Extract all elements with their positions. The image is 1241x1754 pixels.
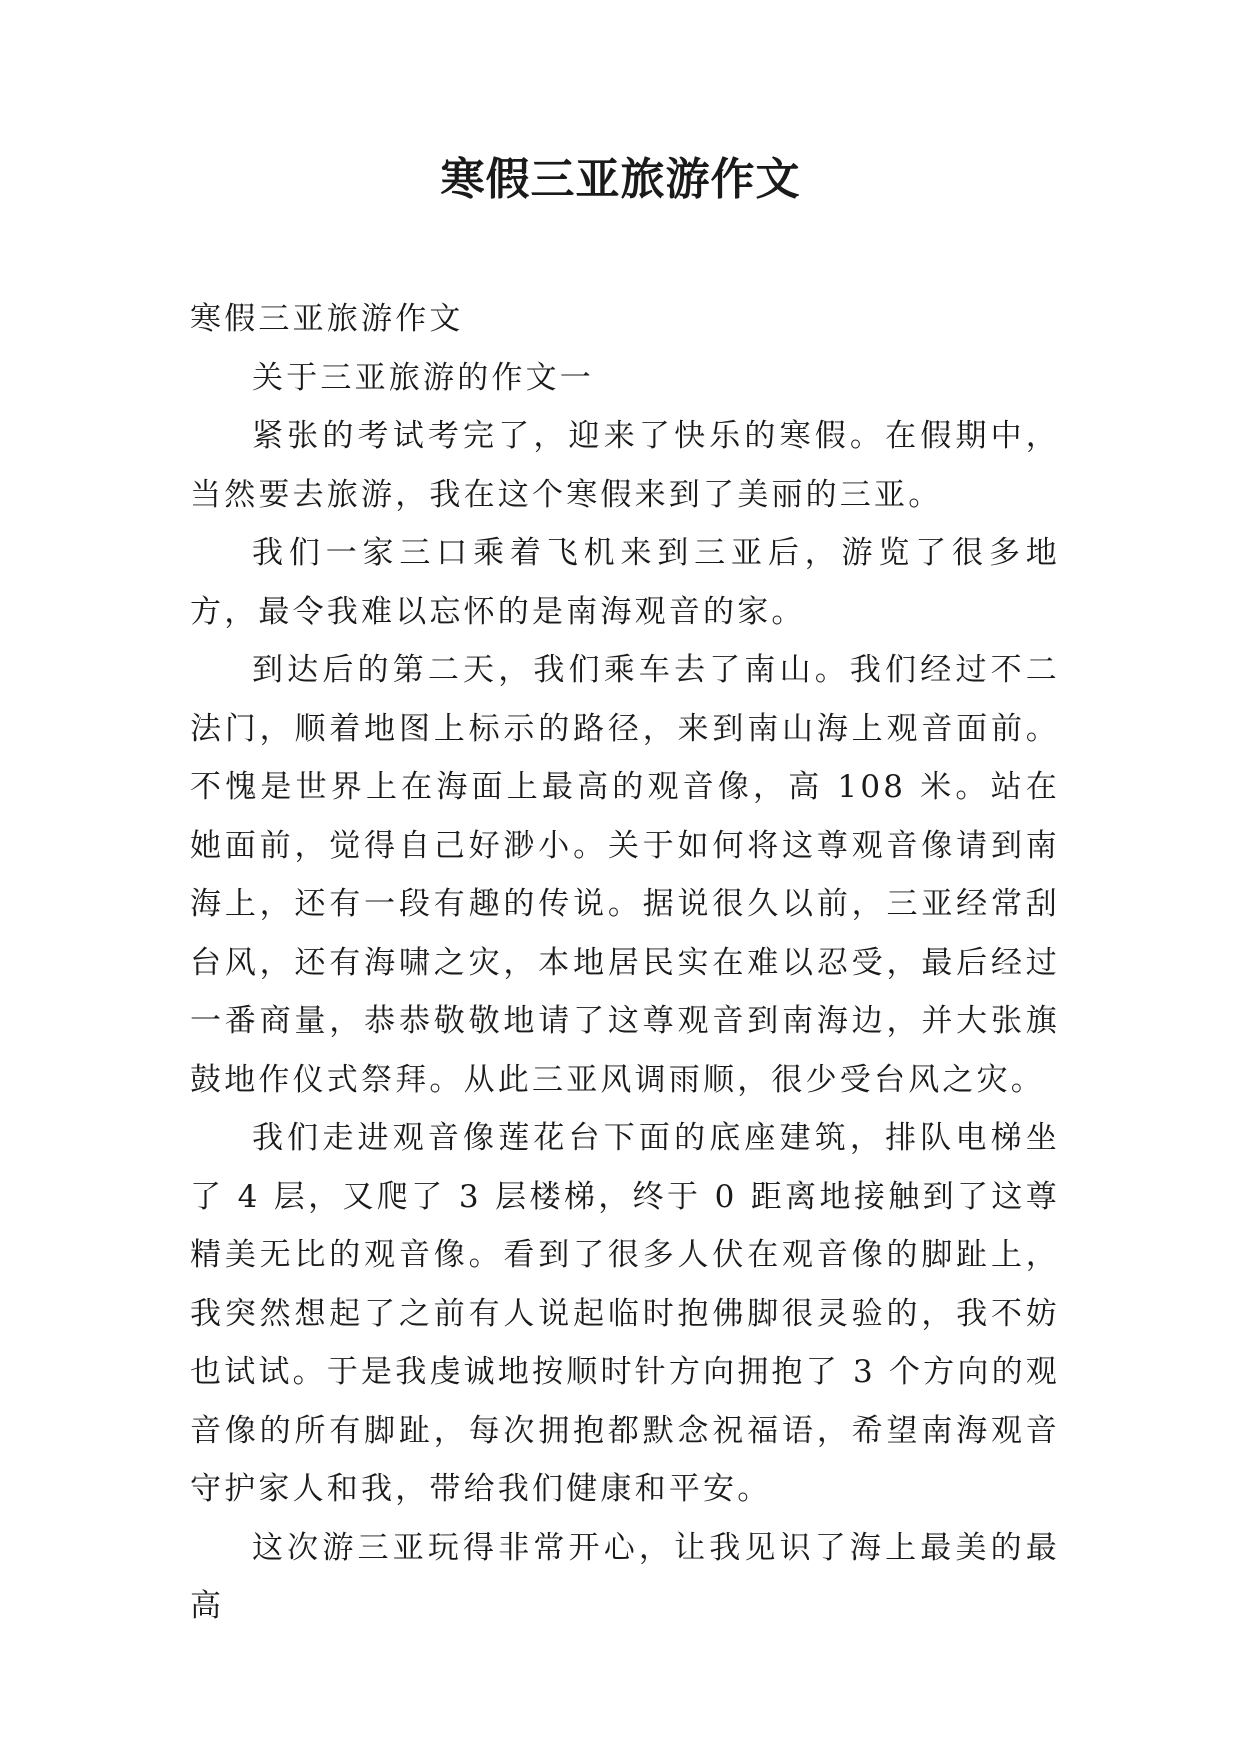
paragraph: 我们一家三口乘着飞机来到三亚后，游览了很多地方，最令我难以忘怀的是南海观音的家。: [190, 535, 1060, 630]
page-title: 寒假三亚旅游作文: [440, 154, 801, 205]
paragraph-subtitle: 寒假三亚旅游作文: [190, 301, 464, 337]
paragraph: 到达后的第二天，我们乘车去了南山。我们经过不二法门，顺着地图上标示的路径，来到南山海上观音面前。不愧是世界上在海面上最高的观音像，高 108 米。站在她面前，觉得自己好渺小。关于如何将这尊观音像请到南海上，还有一段有趣的传说。据说很久以前，三亚经常刮台风，还有海啸之灾，本地居民实在难以忍受，最后经过一番商量，恭恭敬敬地请了这尊观音到南海边，并大张旗鼓地作仪式祭拜。从此三亚风调雨顺，很少受台风之灾。: [190, 652, 1060, 1098]
document-body: [190, 290, 1060, 1636]
paragraph: 我们走进观音像莲花台下面的底座建筑，排队电梯坐了 4 层，又爬了 3 层楼梯，终于 0 距离地接触到了这尊精美无比的观音像。看到了很多人伏在观音像的脚趾上，我突然想起了之前有人说起临时抱佛脚很灵验的，我不妨也试试。于是我虔诚地按顺时针方向拥抱了 3 个方向的观音像的所有脚趾，每次拥抱都默念祝福语，希望南海观音守护家人和我，带给我们健康和平安。: [190, 1120, 1060, 1507]
paragraph: 紧张的考试考完了，迎来了快乐的寒假。在假期中，当然要去旅游，我在这个寒假来到了美丽的三亚。: [190, 418, 1060, 513]
paragraph: 这次游三亚玩得非常开心，让我见识了海上最美的最高: [190, 1529, 1060, 1624]
paragraph-section-heading: 关于三亚旅游的作文一: [252, 359, 594, 396]
